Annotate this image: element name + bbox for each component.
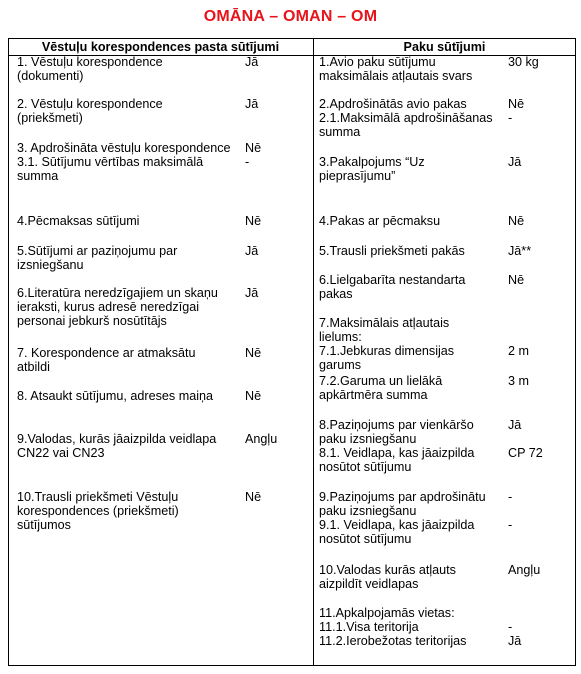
left-row-value: Nē: [245, 214, 262, 228]
left-row-label: 4.Pēcmaksas sūtījumi: [17, 214, 140, 228]
right-row-label: 6.Lielgabarīta nestandarta pakas: [319, 273, 466, 301]
right-row-label: 5.Trausli priekšmeti pakās: [319, 244, 465, 258]
left-row-value: Jā: [245, 55, 259, 69]
right-row-value: Nē: [508, 273, 525, 287]
right-row-value: - Jā: [508, 620, 522, 648]
left-row-value: Jā: [245, 244, 259, 258]
right-row-label: 11.Apkalpojamās vietas: 11.1.Visa teritorija 11.2.Ierobežotas teritorijas: [319, 606, 467, 648]
services-table: [8, 38, 576, 666]
left-row-label: 7. Korespondence ar atmaksātu atbildi: [17, 346, 196, 374]
right-row-value: Jā: [508, 155, 522, 169]
right-row-label: 9.Paziņojums par apdrošinātu paku izsniegšanu 9.1. Veidlapa, kas jāaizpilda nosūtot sūtījumu: [319, 490, 486, 546]
table-border-bottom: [8, 665, 576, 666]
right-row-value: Jā**: [508, 244, 532, 258]
right-row-label: 7.2.Garuma un lielākā apkārtmēra summa: [319, 374, 443, 402]
left-row-value: Nē -: [245, 141, 262, 169]
right-row-label: 10.Valodas kurās atļauts aizpildīt veidlapas: [319, 563, 456, 591]
left-row-value: Jā: [245, 97, 259, 111]
right-row-label: 8.Paziņojums par vienkāršo paku izsniegšanu 8.1. Veidlapa, kas jāaizpilda nosūtot sūtījumu: [319, 418, 475, 474]
left-row-value: Nē: [245, 346, 262, 360]
right-row-value: Angļu: [508, 563, 541, 577]
left-row-value: Angļu: [245, 432, 278, 446]
right-row-value: 30 kg: [508, 55, 539, 69]
right-column-header: Paku sūtījumi: [403, 40, 486, 54]
left-row-label: 10.Trausli priekšmeti Vēstuļu korespondences (priekšmeti) sūtījumos: [17, 490, 179, 532]
right-row-label: 1.Avio paku sūtījumu maksimālais atļautais svars: [319, 55, 473, 83]
left-row-label: 8. Atsaukt sūtījumu, adreses maiņa: [17, 389, 214, 403]
left-row-value: Nē: [245, 389, 262, 403]
table-border-right: [575, 38, 576, 666]
right-row-value: Jā CP 72: [508, 418, 543, 460]
right-row-label: 2.Apdrošinātās avio pakas 2.1.Maksimālā apdrošināšanas summa: [319, 97, 493, 139]
right-row-label: 4.Pakas ar pēcmaksu: [319, 214, 441, 228]
left-row-label: 5.Sūtījumi ar paziņojumu par izsniegšanu: [17, 244, 178, 272]
left-row-label: 1. Vēstuļu korespondence (dokumenti): [17, 55, 163, 83]
left-row-value: Jā: [245, 286, 259, 300]
document-title: OMĀNA – OMAN – OM: [203, 8, 378, 25]
left-row-label: 2. Vēstuļu korespondence (priekšmeti): [17, 97, 163, 125]
right-row-value: Nē -: [508, 97, 525, 125]
left-row-value: Nē: [245, 490, 262, 504]
left-row-label: 6.Literatūra neredzīgajiem un skaņu ieraksti, kurus adresē neredzīgai personai jebkurš nosūtītājs: [17, 286, 218, 328]
right-row-label: 7.Maksimālais atļautais lielums: 7.1.Jebkuras dimensijas garums: [319, 316, 455, 372]
right-row-value: Nē: [508, 214, 525, 228]
left-row-label: 9.Valodas, kurās jāaizpilda veidlapa CN22 vai CN23: [17, 432, 217, 460]
right-row-value: 3 m: [508, 374, 529, 388]
right-row-value: 2 m: [508, 344, 529, 358]
right-row-value: - -: [508, 490, 513, 532]
left-row-label: 3. Apdrošināta vēstuļu korespondence 3.1. Sūtījumu vērtības maksimālā summa: [17, 141, 231, 183]
right-row-label: 3.Pakalpojums “Uz pieprasījumu”: [319, 155, 425, 183]
left-column-header: Vēstuļu korespondences pasta sūtījumi: [41, 40, 280, 54]
table-column-divider: [313, 38, 314, 666]
table-border-left: [8, 38, 9, 666]
